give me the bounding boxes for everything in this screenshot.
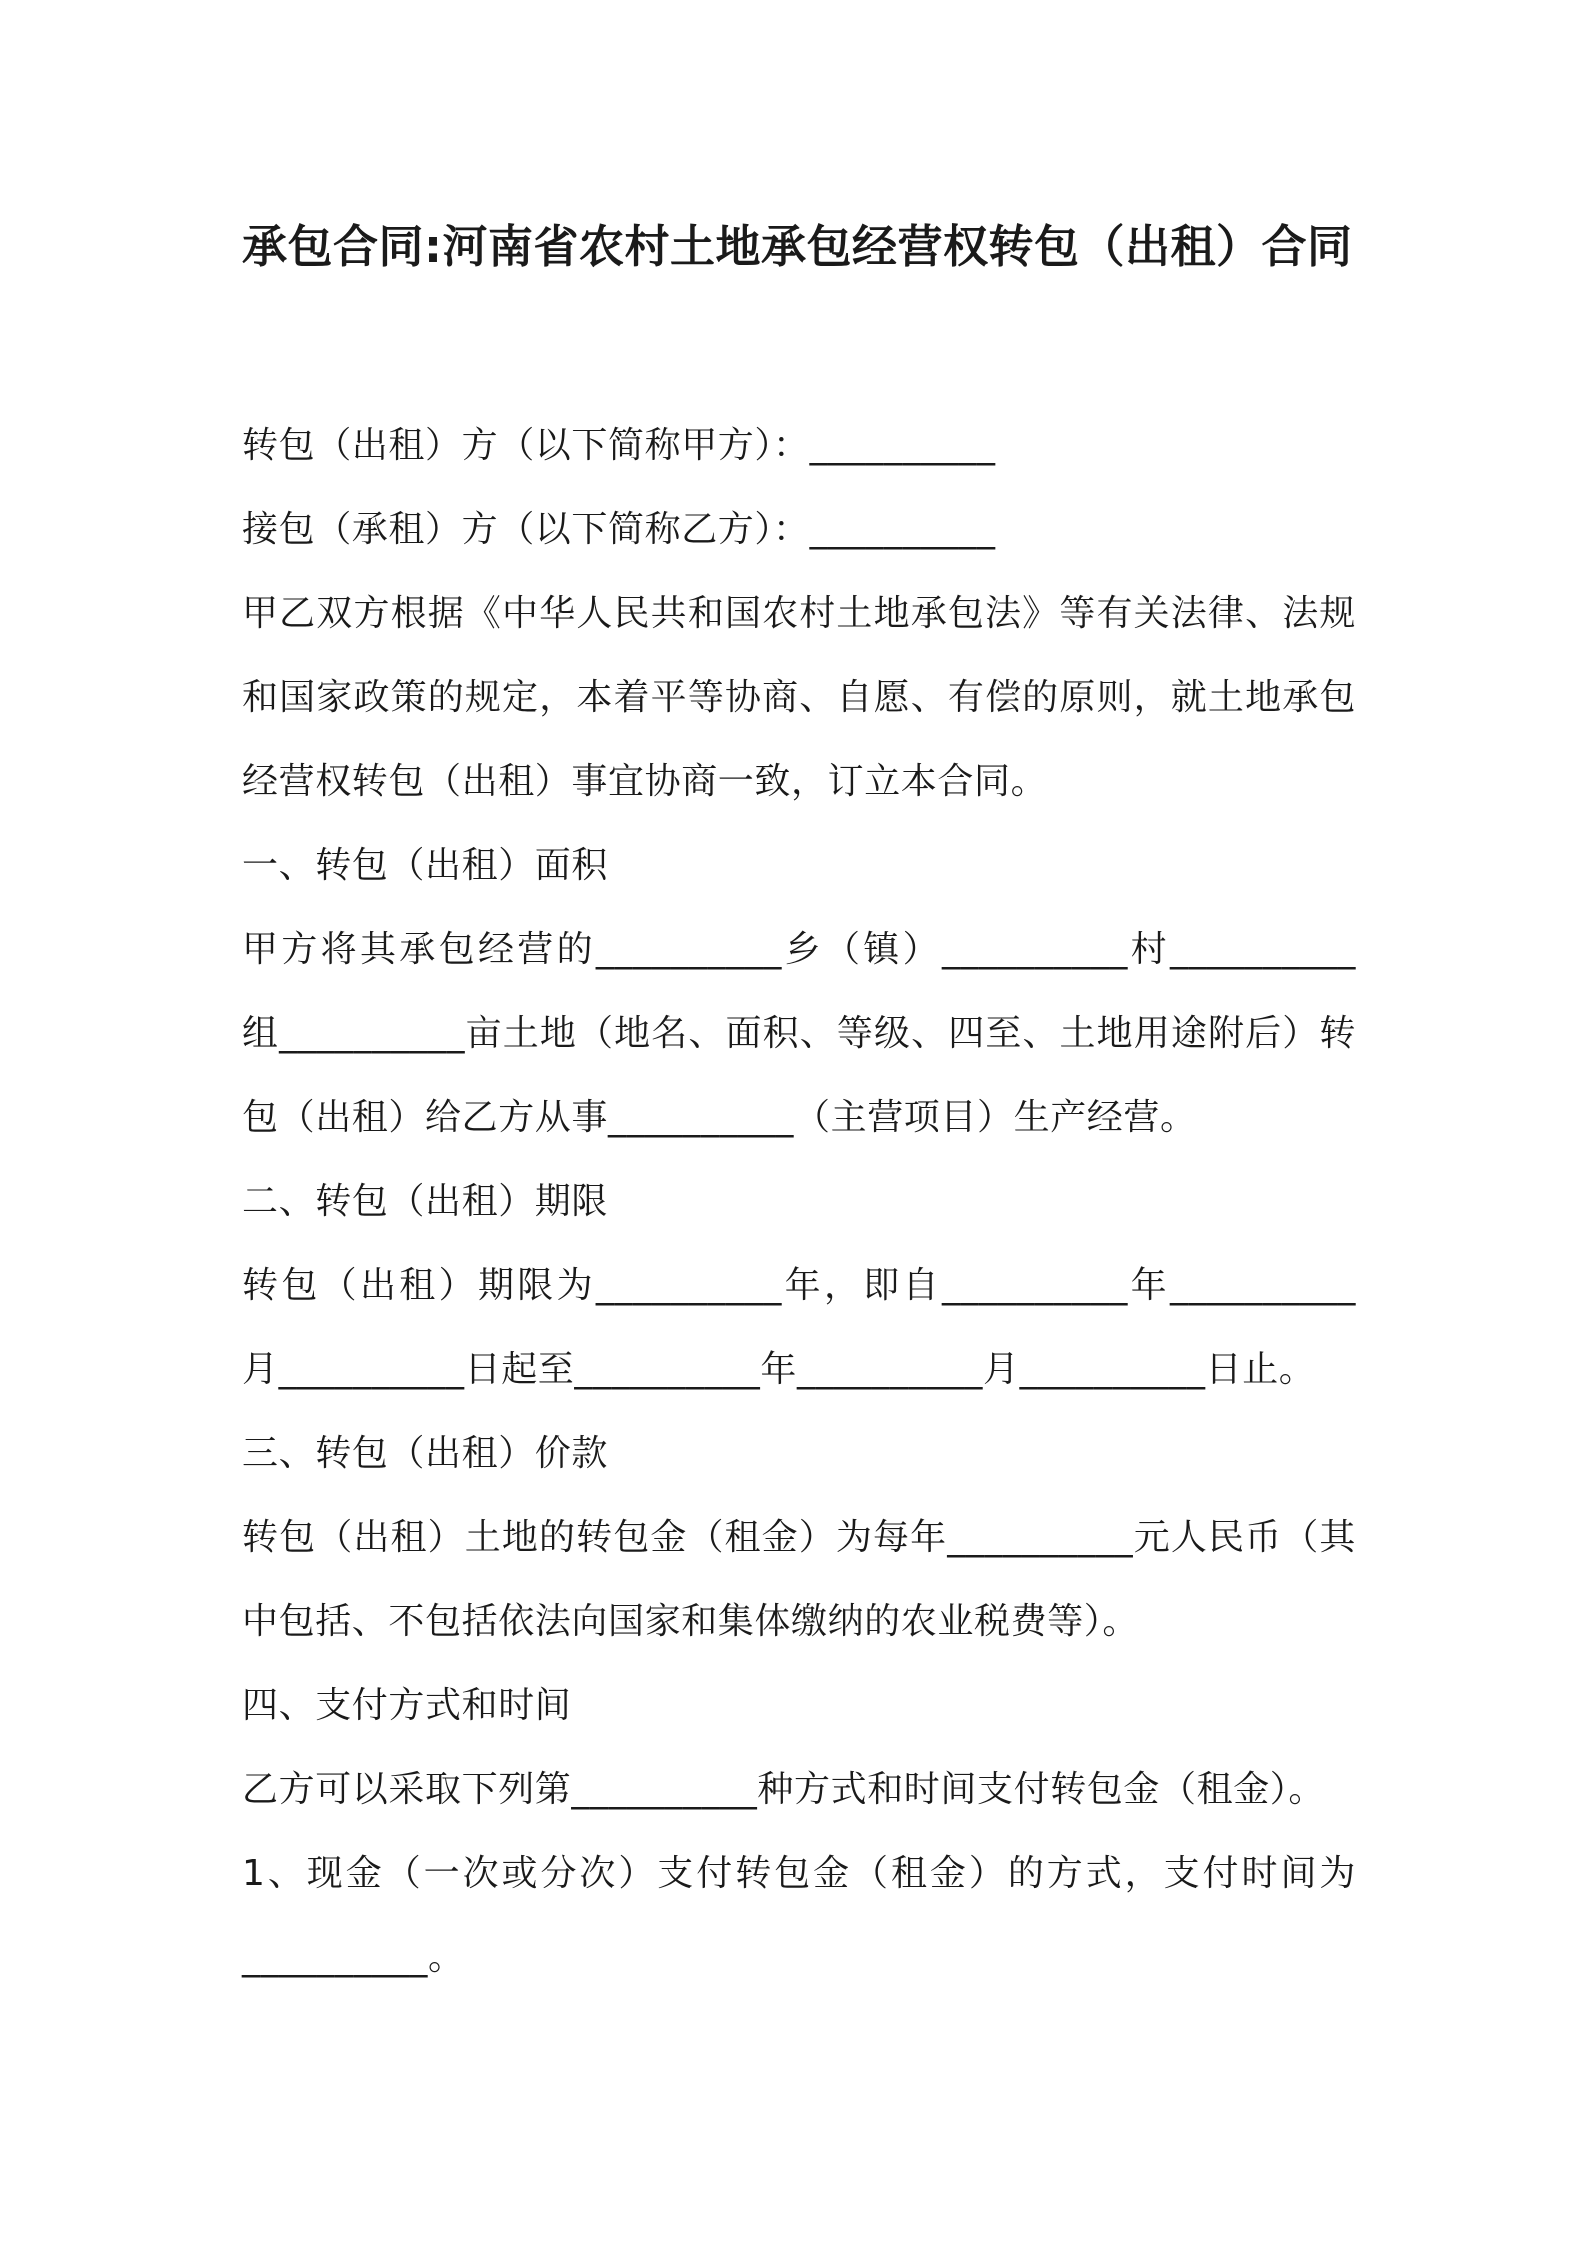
section-2-heading: 二、转包（出租）期限 [242, 1181, 609, 1222]
document-title: 承包合同:河南省农村土地承包经营权转包（出租）合同 [242, 220, 1353, 273]
party-b-line: 接包（承租）方（以下简称乙方）：__________ [242, 509, 996, 550]
section-2-line-1: 转包（出租）期限为__________年，即自__________年__________ [242, 1265, 1356, 1306]
section-1-heading: 一、转包（出租）面积 [242, 845, 609, 886]
section-4-heading: 四、支付方式和时间 [242, 1685, 572, 1726]
preamble-line-1: 甲乙双方根据《中华人民共和国农村土地承包法》等有关法律、法规 [242, 593, 1356, 634]
document-body [242, 404, 1356, 2000]
preamble-line-2: 和国家政策的规定，本着平等协商、自愿、有偿的原则，就土地承包 [242, 677, 1356, 718]
section-1-line-1: 甲方将其承包经营的__________乡（镇）__________村__________ [242, 929, 1356, 970]
section-4-item-1-line-2: __________。 [242, 1937, 465, 1978]
section-4-item-1-line-1: 1、现金（一次或分次）支付转包金（租金）的方式，支付时间为 [242, 1853, 1356, 1894]
section-3-heading: 三、转包（出租）价款 [242, 1433, 609, 1474]
section-3-line-2: 中包括、不包括依法向国家和集体缴纳的农业税费等）。 [242, 1601, 1140, 1642]
section-3-line-1: 转包（出租）土地的转包金（租金）为每年__________元人民币（其 [242, 1517, 1356, 1558]
section-4-line-1: 乙方可以采取下列第__________种方式和时间支付转包金（租金）。 [242, 1769, 1325, 1810]
section-1-line-3: 包（出租）给乙方从事__________（主营项目）生产经营。 [242, 1097, 1197, 1138]
section-2-line-2: 月__________日起至__________年__________月__________日止。 [242, 1349, 1316, 1390]
section-1-line-2: 组__________亩土地（地名、面积、等级、四至、土地用途附后）转 [242, 1013, 1356, 1054]
party-a-line: 转包（出租）方（以下简称甲方）：__________ [242, 425, 996, 466]
preamble-line-3: 经营权转包（出租）事宜协商一致，订立本合同。 [242, 761, 1048, 802]
